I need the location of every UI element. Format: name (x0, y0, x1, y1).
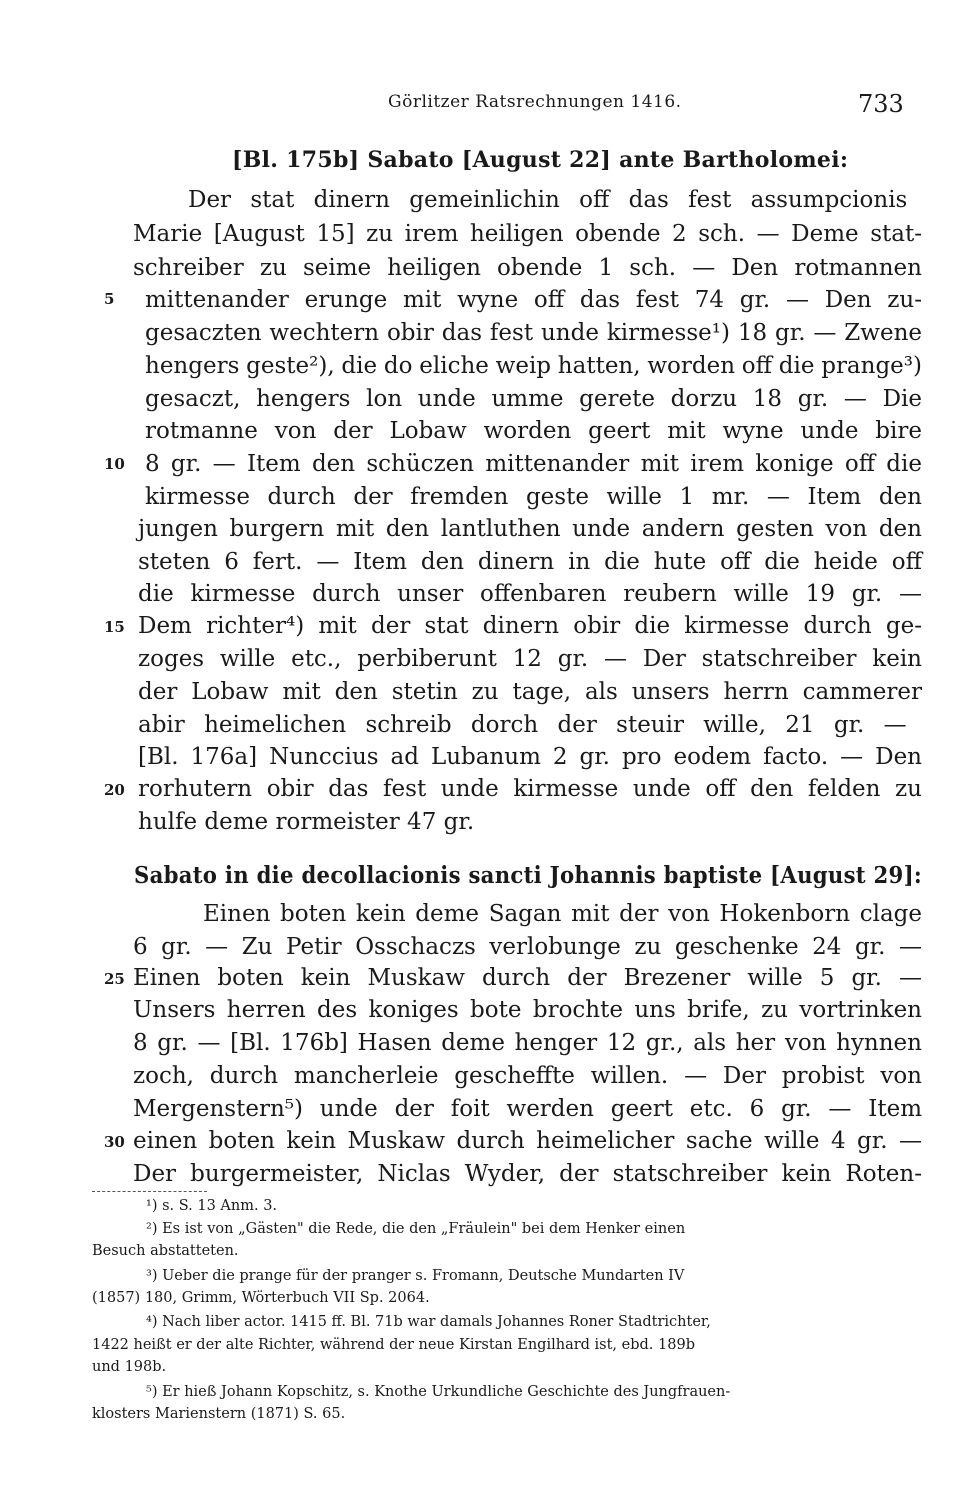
text-line: der Lobaw mit den stetin zu tage, als unsers herrn cammerer (138, 679, 922, 705)
text-line: 8 gr. — [Bl. 176b] Hasen deme henger 12 gr., als her von hynnen (133, 1030, 922, 1056)
text-line: die kirmesse durch unser offenbaren reubern wille 19 gr. — (138, 581, 922, 607)
running-head: Görlitzer Ratsrechnungen 1416. (388, 92, 682, 112)
footnote: Besuch abstatteten. (92, 1243, 239, 1259)
footnote: (1857) 180, Grimm, Wörterbuch VII Sp. 2064. (92, 1290, 430, 1306)
line-number: 20 (104, 781, 125, 799)
text-line: einen boten kein Muskaw durch heimelicher sache wille 4 gr. — (133, 1128, 922, 1154)
text-line: Einen boten kein Muskaw durch der Brezener wille 5 gr. — (133, 965, 922, 991)
text-line: Dem richter⁴) mit der stat dinern obir die kirmesse durch ge- (138, 613, 922, 639)
text-line: zoges wille etc., perbiberunt 12 gr. — Der statschreiber kein (138, 646, 922, 672)
text-line: steten 6 fert. — Item den dinern in die hute off die heide off (138, 549, 922, 575)
footnote: ⁵) Er hieß Johann Kopschitz, s. Knothe Urkundliche Geschichte des Jungfrauen- (146, 1384, 731, 1400)
text-line: Einen boten kein deme Sagan mit der von Hokenborn clage (203, 901, 922, 927)
line-number: 30 (104, 1133, 125, 1151)
text-line: Unsers herren des koniges bote brochte uns brife, zu vortrinken (133, 997, 922, 1023)
text-line: gesaczten wechtern obir das fest unde kirmesse¹) 18 gr. — Zwene (145, 320, 922, 346)
text-line: rotmanne von der Lobaw worden geert mit wyne unde bire (145, 418, 922, 444)
text-line: mittenander erunge mit wyne off das fest 74 gr. — Den zu- (145, 287, 922, 313)
footnote: ¹) s. S. 13 Anm. 3. (146, 1198, 278, 1214)
text-line: Mergenstern⁵) unde der foit werden geert etc. 6 gr. — Item (133, 1096, 922, 1122)
text-line: zoch, durch mancherleie gescheffte willen. — Der probist von (133, 1063, 922, 1089)
section-heading-bartholomei: [Bl. 175b] Sabato [August 22] ante Bartholomei: (232, 147, 849, 173)
footnote: ⁴) Nach liber actor. 1415 ff. Bl. 71b war damals Johannes Roner Stadtrichter, (146, 1314, 711, 1330)
text-line: jungen burgern mit den lantluthen unde andern gesten von den (138, 516, 922, 542)
footnote: und 198b. (92, 1359, 167, 1375)
text-line: hulfe deme rormeister 47 gr. (138, 809, 475, 835)
section-heading-decollacionis: Sabato in die decollacionis sancti Johannis baptiste [August 29]: (134, 862, 922, 889)
footnote: klosters Marienstern (1871) S. 65. (92, 1406, 346, 1422)
text-line: abir heimelichen schreib dorch der steuir wille, 21 gr. — (138, 712, 907, 738)
footnote: ²) Es ist von „Gästen" die Rede, die den „Fräulein" bei dem Henker einen (146, 1221, 686, 1237)
text-line: 8 gr. — Item den schüczen mittenander mit irem konige off die (145, 451, 922, 477)
text-line: hengers geste²), die do eliche weip hatten, worden off die prange³) (145, 353, 922, 379)
line-number: 10 (104, 455, 125, 473)
text-line: 6 gr. — Zu Petir Osschaczs verlobunge zu geschenke 24 gr. — (133, 934, 922, 960)
footnote-separator (92, 1191, 207, 1192)
line-number: 15 (104, 618, 125, 636)
text-line: schreiber zu seime heiligen obende 1 sch. — Den rotmannen (133, 255, 922, 281)
text-line: [Bl. 176a] Nunccius ad Lubanum 2 gr. pro eodem facto. — Den (138, 744, 922, 770)
text-line: Der stat dinern gemeinlichin off das fest assumpcionis (188, 187, 908, 213)
text-line: Marie [August 15] zu irem heiligen obende 2 sch. — Deme stat- (133, 221, 922, 247)
footnote: 1422 heißt er der alte Richter, während der neue Kirstan Engilhard ist, ebd. 189b (92, 1337, 695, 1353)
text-line: Der burgermeister, Niclas Wyder, der statschreiber kein Roten- (133, 1161, 922, 1187)
line-number: 25 (104, 970, 125, 988)
line-number: 5 (104, 290, 115, 308)
text-line: kirmesse durch der fremden geste wille 1 mr. — Item den (145, 484, 922, 510)
footnote: ³) Ueber die prange für der pranger s. Fromann, Deutsche Mundarten IV (146, 1268, 685, 1284)
text-line: gesaczt, hengers lon unde umme gerete dorzu 18 gr. — Die (145, 386, 922, 412)
text-line: rorhutern obir das fest unde kirmesse unde off den felden zu (138, 776, 922, 802)
page-number: 733 (858, 90, 904, 118)
